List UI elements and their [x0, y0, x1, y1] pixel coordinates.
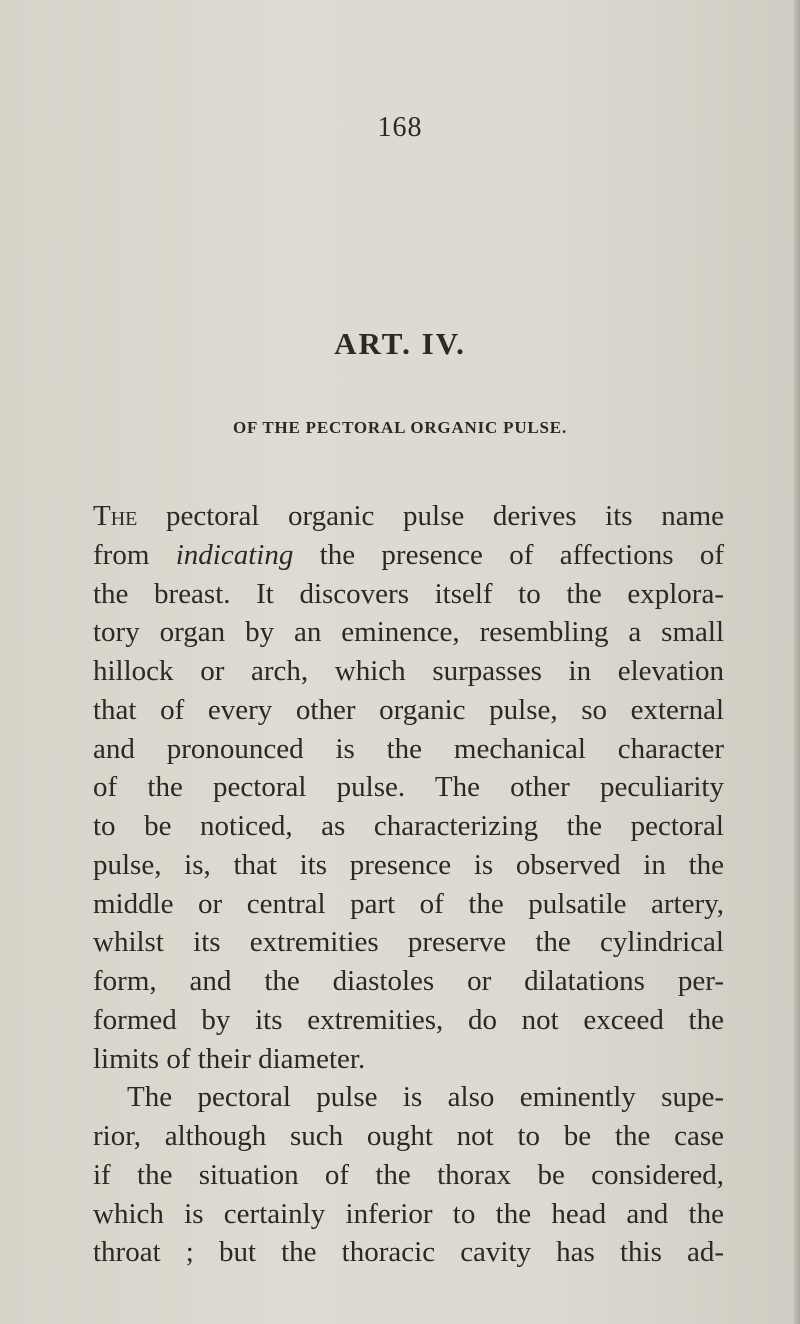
text-line: that of every other organic pulse, so external [93, 693, 724, 726]
text-line: hillock or arch, which surpasses in elevation [93, 655, 724, 687]
text-line: tory organ by an eminence, resembling a small [93, 616, 724, 649]
line-text: pectoral organic pulse derives its name [137, 500, 724, 532]
article-title: ART. IV. [334, 326, 466, 361]
text-line: formed by its extremities, do not exceed the [93, 1003, 724, 1036]
text-line [93, 536, 724, 575]
paragraph-1 [93, 497, 724, 1078]
page-edge-shadow [794, 0, 800, 1324]
text-line: to be noticed, as characterizing the pectoral [93, 810, 724, 842]
line-text: from [93, 538, 176, 571]
paragraph-2 [93, 1078, 724, 1272]
text-line: of the pectoral pulse. The other peculiarity [93, 771, 724, 804]
text-line: middle or central part of the pulsatile artery, [93, 887, 724, 920]
text-line: form, and the diastoles or dilatations per- [93, 965, 724, 997]
article-subtitle: OF THE PECTORAL ORGANIC PULSE. [233, 418, 567, 437]
text-line: throat ; but the thoracic cavity has this ad- [93, 1236, 724, 1269]
text-line: whilst its extremities preserve the cylindrical [93, 926, 724, 959]
body-text [93, 497, 724, 1272]
line-text: the presence of affections of [293, 538, 724, 571]
page-number: 168 [377, 112, 423, 143]
text-line: if the situation of the thorax be considered, [93, 1158, 724, 1191]
text-line: the breast. It discovers itself to the explora- [93, 577, 724, 610]
text-line [93, 497, 724, 536]
text-line: limits of their diameter. [93, 1042, 366, 1075]
lead-word: The [93, 500, 138, 532]
italic-word: indicating [175, 538, 294, 571]
text-line: which is certainly inferior to the head and the [93, 1197, 724, 1230]
text-line: and pronounced is the mechanical character [93, 732, 724, 765]
text-line: rior, although such ought not to be the case [93, 1120, 724, 1152]
text-line: pulse, is, that its presence is observed in the [93, 848, 724, 881]
text-line: The pectoral pulse is also eminently supe- [127, 1081, 724, 1114]
